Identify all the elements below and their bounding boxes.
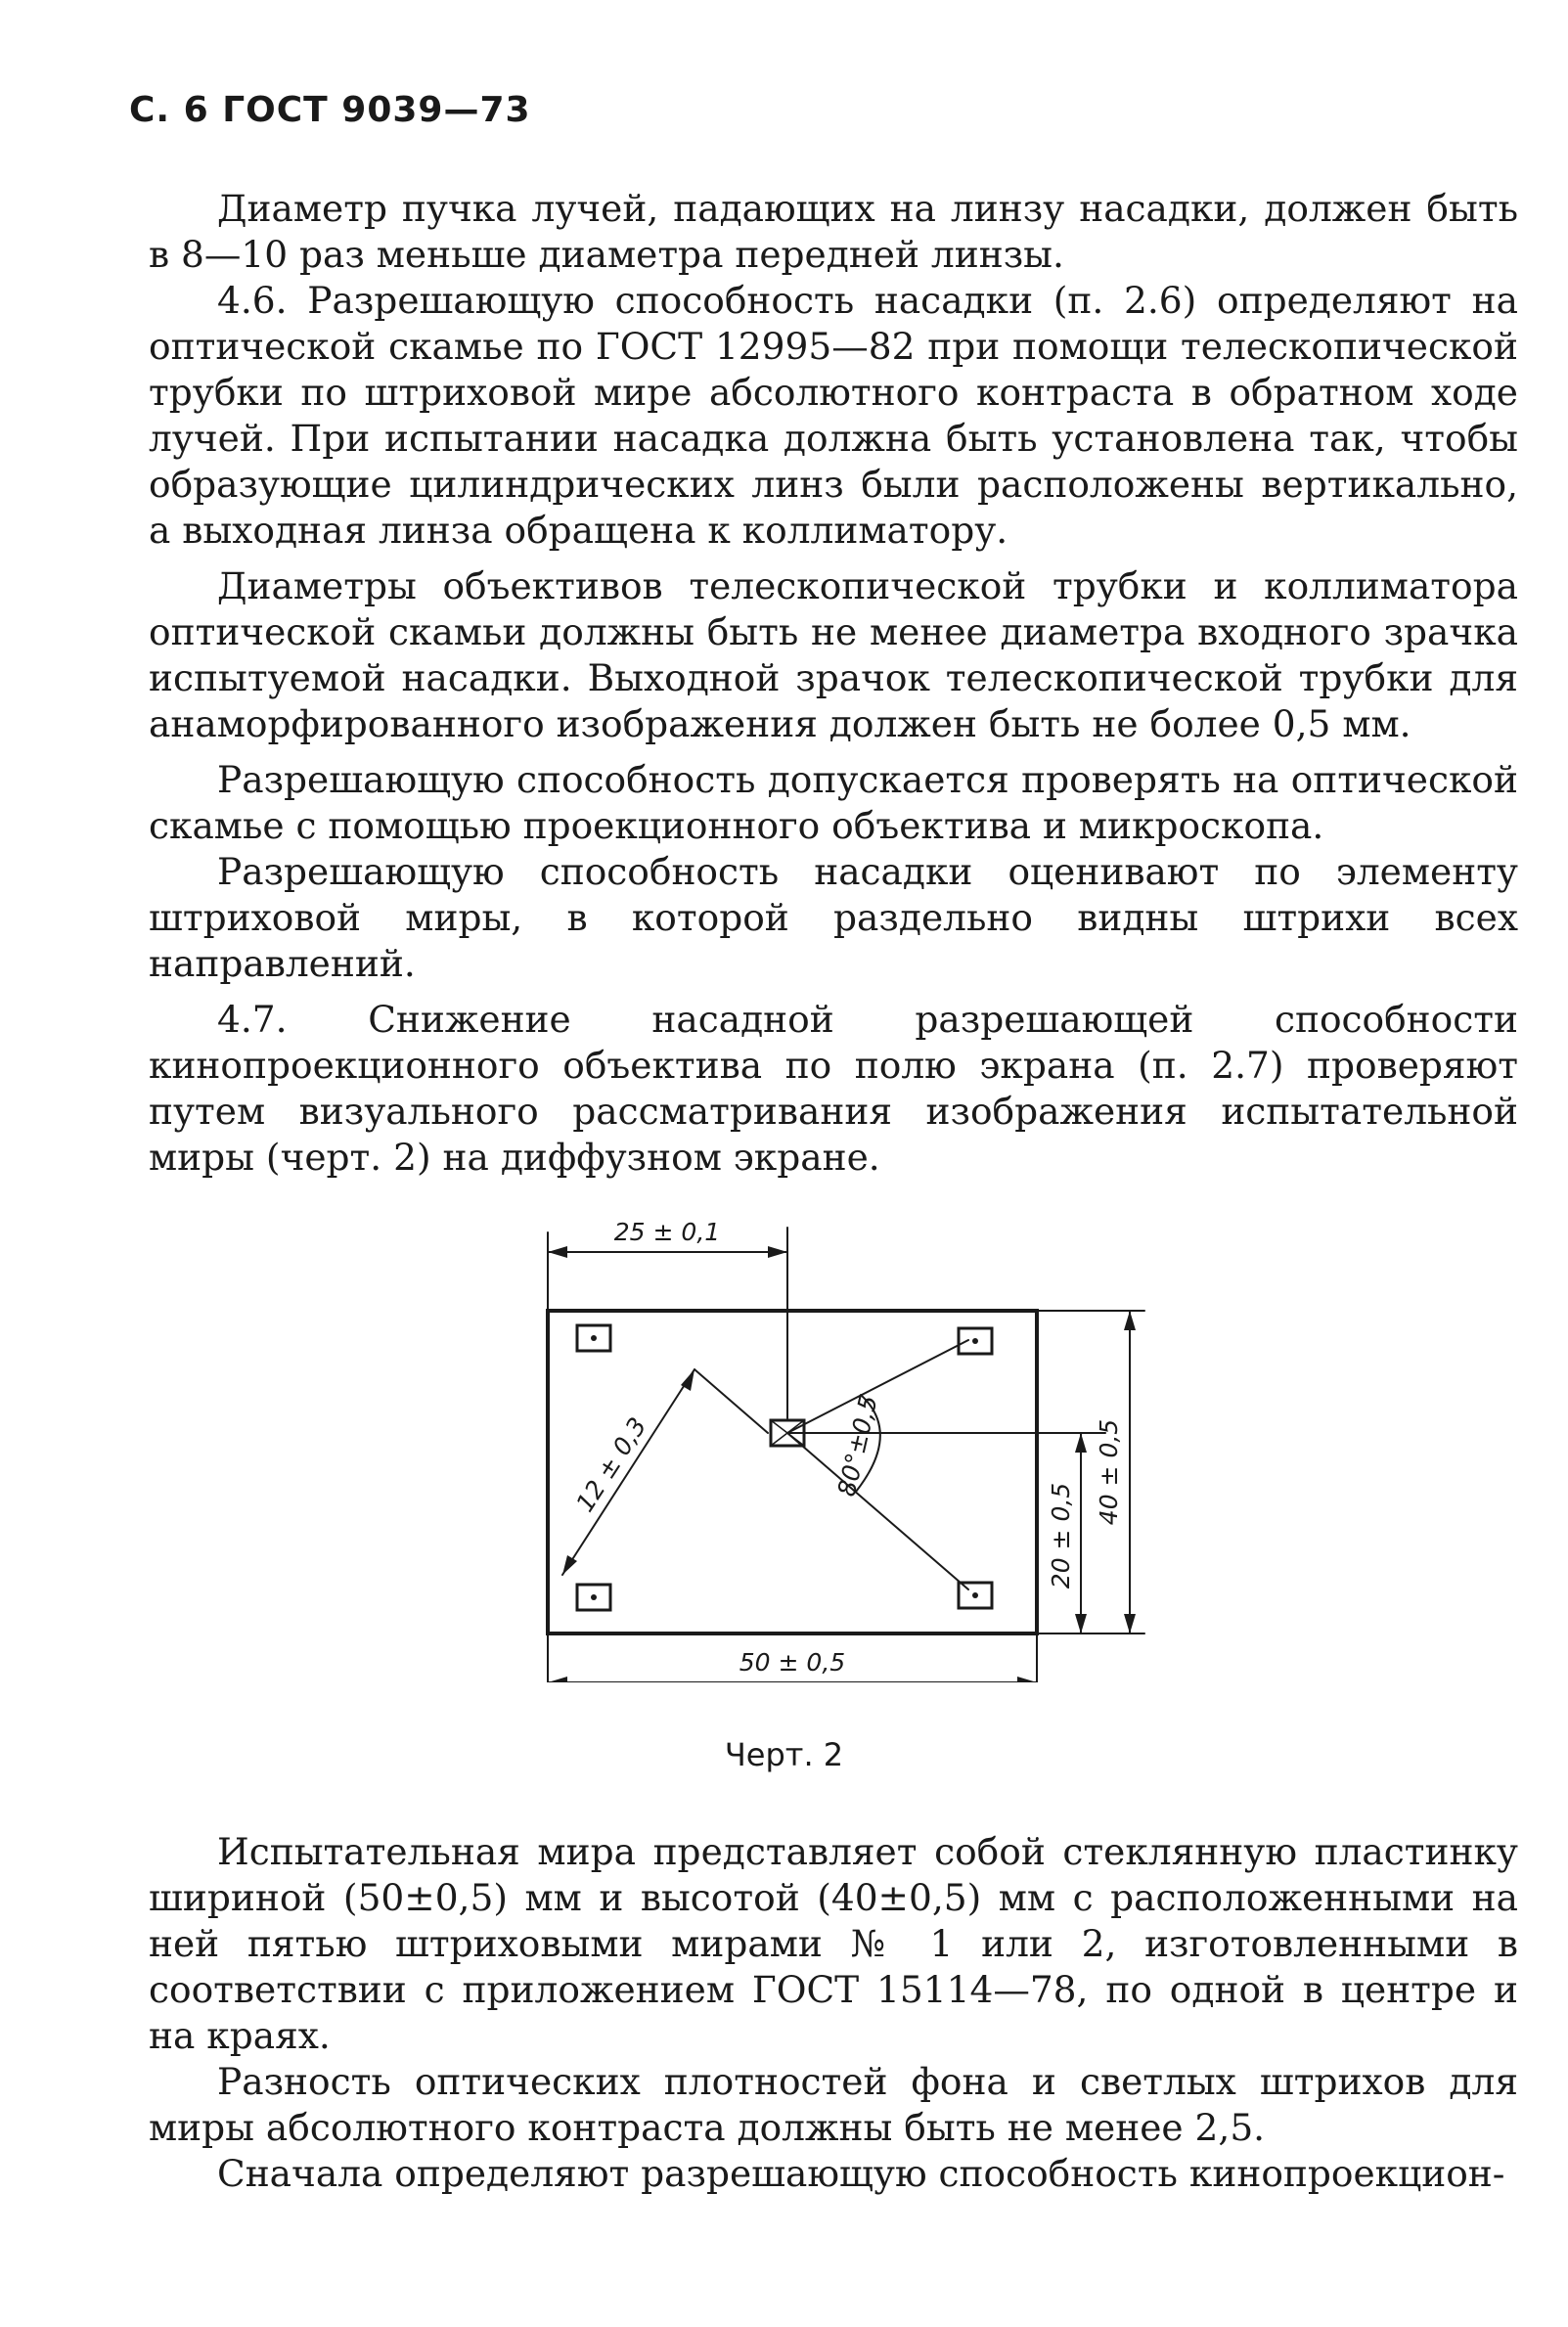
paragraph: Разрешающую способность допускается проверять на оптической скамье с помощью проекционного объектива и микроскопа. [149, 758, 1518, 847]
page-header: С. 6 ГОСТ 9039—73 [129, 90, 531, 130]
target-dot [972, 1338, 978, 1344]
target-dot [972, 1592, 978, 1598]
dim-label-bottom: 50 ± 0,5 [739, 1648, 846, 1677]
arrow-head [768, 1246, 787, 1258]
target-dot [591, 1335, 597, 1341]
figure-caption: Черт. 2 [724, 1736, 844, 1773]
arrow-head [1075, 1614, 1087, 1633]
paragraph: Диаметр пучка лучей, падающих на линзу насадки, должен быть в 8—10 раз меньше диаметра передней линзы. [149, 187, 1518, 276]
paragraph: Разрешающую способность насадки оценивают по элементу штриховой миры, в которой раздельно видны штрихи всех направлений. [149, 850, 1518, 985]
paragraph: Диаметры объективов телескопической трубки и коллиматора оптической скамьи должны быть не менее диаметра входного зрачка испытуемой насадки. Выходной зрачок телескопической трубки для анаморфированного изображения должен быть не более 0,5 мм. [149, 564, 1518, 745]
arrow-head [1124, 1311, 1136, 1330]
paragraph: Испытательная мира представляет собой стеклянную пластинку шириной (50±0,5) мм и высотой (40±0,5) мм с расположенными на ней пятью штриховыми мирами № 1 или 2, изготовленными в соответствии с приложением ГОСТ 15114—78, по одной в центре и на краях. [149, 1830, 1518, 2057]
dim-label-right-inner: 20 ± 0,5 [1047, 1482, 1075, 1589]
arrow-head [1075, 1433, 1087, 1453]
text-block-bottom [149, 1829, 1518, 2197]
dim-label-top: 25 ± 0,1 [613, 1218, 721, 1246]
paragraph: 4.7. Снижение насадной разрешающей способности кинопроекционного объектива по полю экрана (п. 2.7) проверяют путем визуального рассматривания изображения испытательной миры (черт. 2) на диффузном экране. [149, 998, 1518, 1179]
test-chart-drawing [518, 1213, 1568, 1682]
diagonal-to-bottom-right [787, 1433, 968, 1589]
leader-diagonal [694, 1369, 768, 1433]
arrow-head [562, 1555, 577, 1575]
paragraph: 4.6. Разрешающую способность насадки (п. 2.6) определяют на оптической скамье по ГОСТ 12995—82 при помощи телескопической трубки по штриховой мире абсолютного контраста в обратном ходе лучей. При испытании насадка должна быть установлена так, чтобы образующие цилиндрических линз были расположены вертикально, а выходная линза обращена к коллиматору. [149, 279, 1518, 552]
dim-label-right-outer: 40 ± 0,5 [1095, 1418, 1123, 1526]
paragraph: Разность оптических плотностей фона и светлых штрихов для миры абсолютного контраста должны быть не менее 2,5. [149, 2060, 1518, 2149]
arrow-head [1124, 1614, 1136, 1633]
text-block-top [149, 186, 1518, 1181]
target-dot [591, 1594, 597, 1600]
arrow-head [548, 1246, 567, 1258]
paragraph: Сначала определяют разрешающую способность кинопроекцион- [217, 2152, 1505, 2195]
dim-label-angle: 80°±0,5 [831, 1392, 883, 1499]
dim-arrow-diagonal [562, 1369, 694, 1575]
dim-label-diagonal: 12 ± 0,3 [570, 1412, 652, 1517]
